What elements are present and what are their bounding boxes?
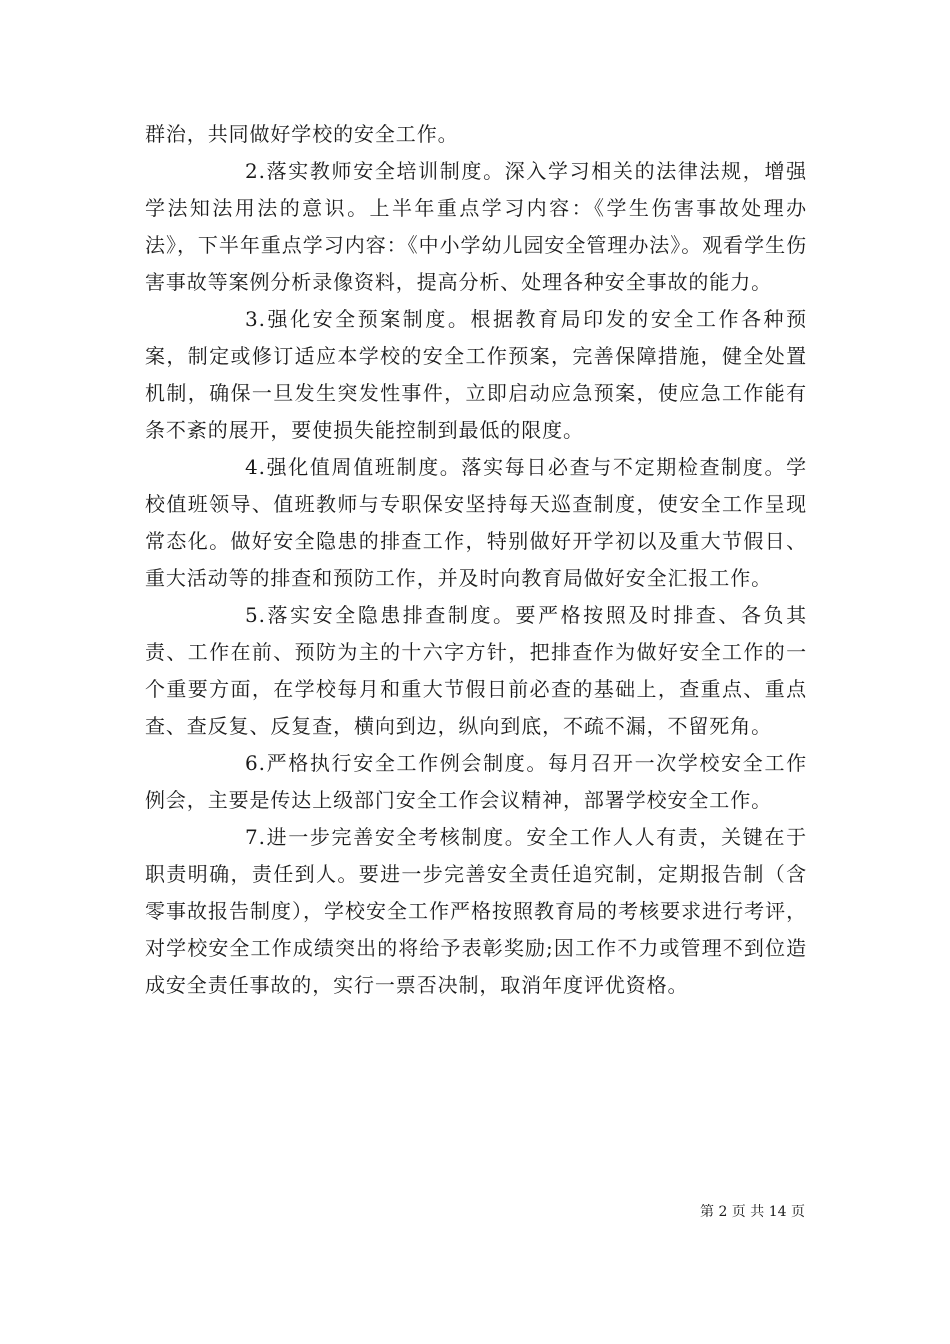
paragraph-4: 4.强化值周值班制度。落实每日必查与不定期检查制度。学校值班领导、值班教师与专职保安坚持每天巡查制度，使安全工作呈现常态化。做好安全隐患的排查工作，特别做好开学初以及重大节假日、重大活动等的排查和预防工作，并及时向教育局做好安全汇报工作。 — [145, 455, 807, 590]
paragraph-7: 7.进一步完善安全考核制度。安全工作人人有责，关键在于职责明确，责任到人。要进一步完善安全责任追究制，定期报告制（含零事故报告制度），学校安全工作严格按照教育局的考核要求进行考评，对学校安全工作成绩突出的将给予表彰奖励;因工作不力或管理不到位造成安全责任事故的，实行一票否决制，取消年度评优资格。 — [145, 825, 807, 997]
paragraph-3: 3.强化安全预案制度。根据教育局印发的安全工作各种预案，制定或修订适应本学校的安全工作预案，完善保障措施，健全处置机制，确保一旦发生突发性事件，立即启动应急预案，使应急工作能有条不紊的展开，要使损失能控制到最低的限度。 — [145, 307, 807, 442]
page-number-footer: 第 2 页 共 14 页 — [700, 1204, 805, 1220]
paragraph-2: 2.落实教师安全培训制度。深入学习相关的法律法规，增强学法知法用法的意识。上半年重点学习内容：《学生伤害事故处理办法》，下半年重点学习内容：《中小学幼儿园安全管理办法》。观看学生伤害事故等案例分析录像资料，提高分析、处理各种安全事故的能力。 — [145, 159, 807, 294]
document-body — [145, 116, 807, 1004]
paragraph-5: 5.落实安全隐患排查制度。要严格按照及时排查、各负其责、工作在前、预防为主的十六字方针，把排查作为做好安全工作的一个重要方面，在学校每月和重大节假日前必查的基础上，查重点、重点查、查反复、反复查，横向到边，纵向到底，不疏不漏，不留死角。 — [145, 603, 807, 738]
paragraph-1: 群治，共同做好学校的安全工作。 — [145, 122, 459, 146]
paragraph-6: 6.严格执行安全工作例会制度。每月召开一次学校安全工作例会，主要是传达上级部门安全工作会议精神，部署学校安全工作。 — [145, 751, 807, 812]
